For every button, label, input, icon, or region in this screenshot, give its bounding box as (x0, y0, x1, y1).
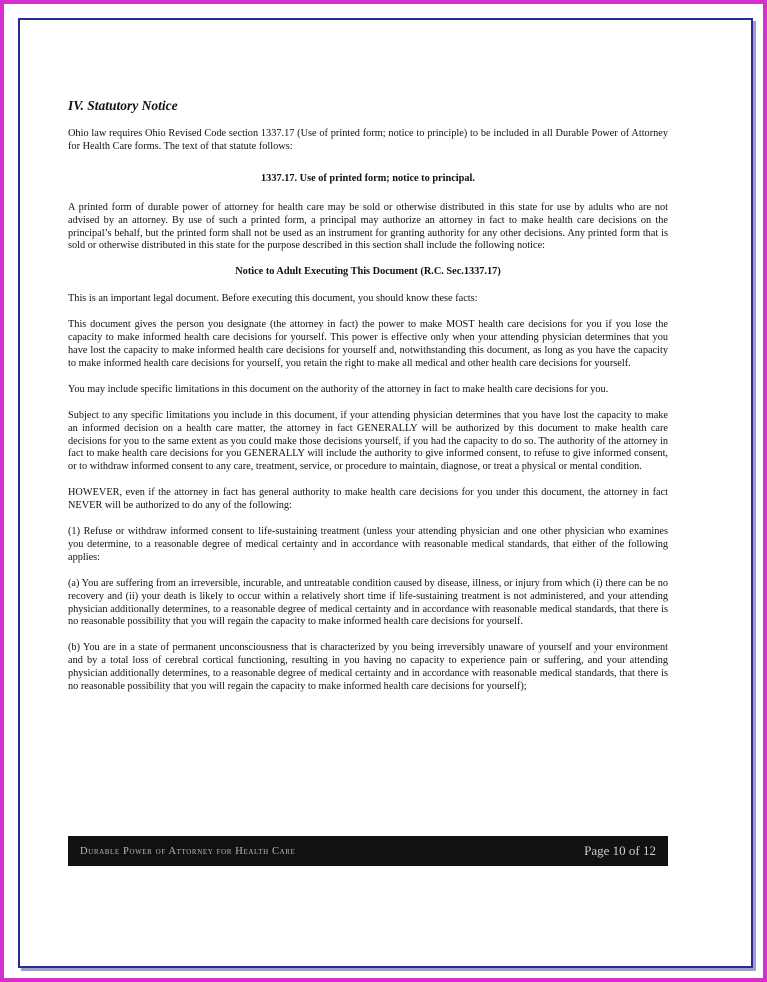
document-body (68, 98, 668, 707)
notice-paragraph: You may include specific limitations in this document on the authority of the attorney in fact to make health care decisions for you. (68, 383, 609, 395)
section-heading: IV. Statutory Notice (68, 98, 178, 113)
notice-paragraph: This is an important legal document. Before executing this document, you should know these facts: (68, 293, 478, 305)
notice-paragraph: Subject to any specific limitations you include in this document, if your attending physician determines that you have lost the capacity to make an informed decision on a health care matter, the attorney in fact GENERALLY will be authorized by this document to make health care decisions for you to the same extent as you could make those decisions yourself, if you had the capacity to do so. The authority of the attorney in fact to make health care decisions for you GENERALLY will include the authority to give informed consent, to refuse to give informed consent, or to withdraw informed consent to any care, treatment, service, or procedure to maintain, diagnose, or treat a physical or mental condition. (68, 409, 668, 473)
notice-paragraph: (b) You are in a state of permanent unconsciousness that is characterized by you being irreversibly unaware of yourself and your environment and by a total loss of cerebral cortical functioning, resulting in you having no capacity to experience pain or suffering, and your attending physician additionally determines, to a reasonable degree of medical certainty and in accordance with reasonable medical standards, that there is no reasonable possibility that you will regain the capacity to make informed health care decisions for yourself); (68, 642, 668, 693)
notice-title: Notice to Adult Executing This Document (R.C. Sec.1337.17) (235, 266, 501, 278)
intro-paragraph: Ohio law requires Ohio Revised Code section 1337.17 (Use of printed form; notice to principle) to be included in all Durable Power of Attorney for Health Care forms. The text of that statute follows: (68, 128, 668, 152)
page-footer (68, 836, 668, 866)
notice-paragraph: (1) Refuse or withdraw informed consent to life-sustaining treatment (unless your attending physician and one other physician who examines you determine, to a reasonable degree of medical certainty and in accordance with reasonable medical standards, that either of the following applies: (68, 526, 668, 563)
notice-paragraph: This document gives the person you designate (the attorney in fact) the power to make MOST health care decisions for you if you lose the capacity to make informed health care decisions for yourself. This power is effective only when your attending physician determines that you have lost the capacity to make informed health care decisions for yourself and, notwithstanding this document, as long as you have the capacity to make informed health care decisions for yourself, you retain the right to make all medical and other health care decisions for yourself. (68, 319, 668, 369)
notice-paragraph: (a) You are suffering from an irreversible, incurable, and untreatable condition caused by disease, illness, or injury from which (i) there can be no recovery and (ii) your death is likely to occur within a relatively short time if life-sustaining treatment is not administered, and your attending physician additionally determines, to a reasonable degree of medical certainty and in accordance with reasonable medical standards, that there is no reasonable possibility that you will regain the capacity to make informed health care decisions for yourself. (68, 577, 668, 628)
statute-paragraph: A printed form of durable power of attorney for health care may be sold or otherwise distributed in this state for use by adults who are not advised by an attorney. By use of such a printed form, a principal may authorize an attorney in fact to make health care decisions on the principal’s behalf, but the printed form shall not be used as an instrument for granting authority for any other decisions. Any printed form that is sold or otherwise distributed in this state for the purpose described in this section shall include the following notice: (68, 201, 668, 252)
footer-document-title: Durable Power of Attorney for Health Care (80, 845, 296, 857)
page-number: Page 10 of 12 (584, 843, 656, 858)
statute-title: 1337.17. Use of printed form; notice to principal. (261, 172, 475, 184)
notice-paragraph: HOWEVER, even if the attorney in fact has general authority to make health care decisions for you under this document, the attorney in fact NEVER will be authorized to do any of the following: (68, 487, 668, 512)
